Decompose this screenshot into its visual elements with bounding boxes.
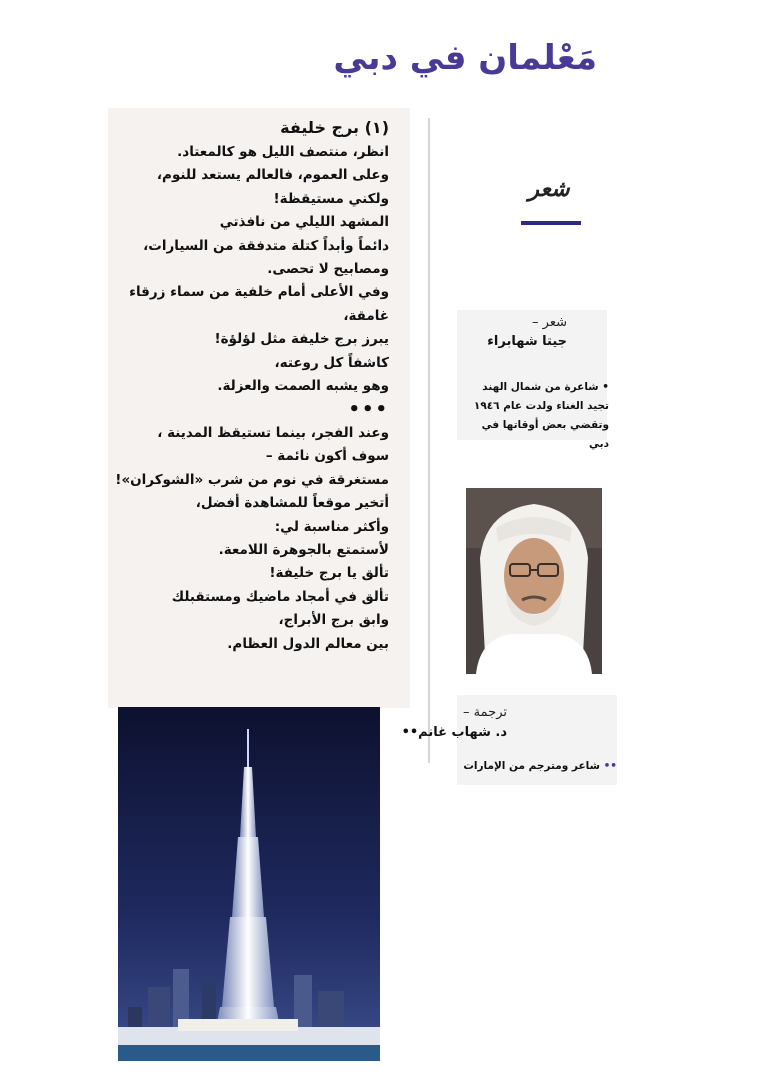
poem-line: غامقة، [343,307,389,324]
stanza-separator: ••• [348,399,389,421]
author-bio: • شاعرة من شمال الهند تجيد الغناء ولدت عام ١٩٤٦ وتقضي بعض أوقاتها في دبي [473,381,609,450]
poem-line: كاشفاً كل روعته، [274,354,389,371]
genre-text: شعر [528,176,570,202]
note-marker: •• [603,760,617,772]
poem-line: وعند الفجر، بينما تستيقظ المدينة ، [157,424,389,441]
poem-title: (١) برج خليفة [280,118,389,137]
author-name: جيتا شهابراء [487,334,567,349]
poem-line: لأستمتع بالجوهرة اللامعة. [218,541,389,558]
poem-line: تألق في أمجاد ماضيك ومستقبلك [171,588,389,605]
translator-label: ترجمة – [463,705,507,720]
poem-line: انظر، منتصف الليل هو كالمعتاد. [177,144,389,160]
translator-portrait [466,488,602,674]
article-title: مَعْلمان في دبي [333,38,597,78]
poem-line: وفي الأعلى أمام خلفية من سماء زرقاء [129,284,389,301]
burj-khalifa-photo [118,707,380,1061]
poem-line: ومصابيح لا تحصى. [267,261,389,278]
poem-line: وأكثر مناسبة لي: [274,518,389,535]
poem-line: أتخير موقعاً للمشاهدة أفضل، [195,495,389,512]
poem-line: المشهد الليلي من نافذتي [219,214,389,231]
author-label: شعر – [532,315,567,330]
poem-line: بين معالم الدول العظام. [227,635,389,652]
poem-line: سوف أكون نائمة – [265,448,389,465]
poem-line: دائماً وأبداً كتلة متدفقة من السيارات، [143,237,389,254]
poem-line: تألق يا برج خليفة! [269,565,389,582]
genre-underline [521,221,581,225]
poem-line: يبرز برج خليفة مثل لؤلؤة! [214,331,389,348]
column-divider [428,118,430,763]
note-text: شاعر ومترجم من الإمارات [463,760,600,772]
translator-name: د. شهاب غانم•• [401,725,507,740]
poem-line: وعلى العموم، فالعالم يستعد للنوم، [156,167,389,184]
genre-label [516,176,582,222]
poem [99,118,389,656]
poem-line: ولكني مستيقظة! [273,190,389,207]
translator-note [463,760,617,772]
poem-line: وابق برج الأبراج، [278,612,389,629]
poem-line: مستغرقة في نوم من شرب «الشوكران»! [115,471,389,488]
poem-line: وهو يشبه الصمت والعزلة. [217,378,389,395]
